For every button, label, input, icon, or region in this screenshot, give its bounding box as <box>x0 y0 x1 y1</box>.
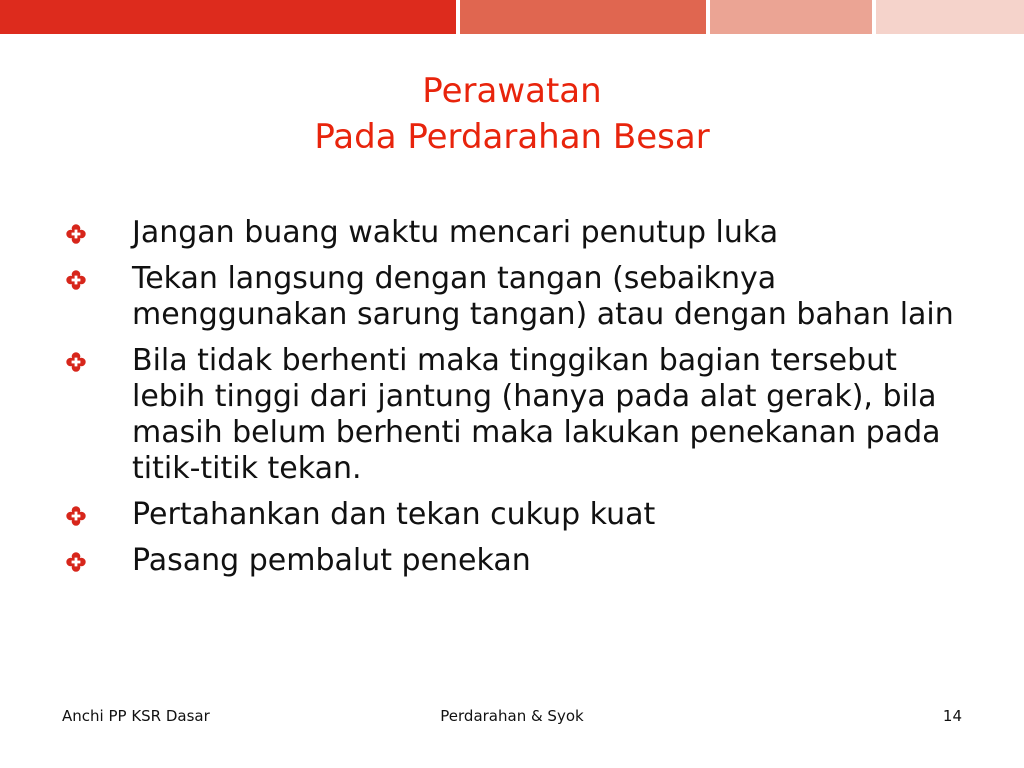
footer-page-number: 14 <box>942 707 962 725</box>
bullet-text: Pasang pembalut penekan <box>132 543 531 578</box>
red-cross-flower-icon <box>66 552 86 572</box>
red-cross-flower-icon <box>66 352 86 372</box>
bullet-item <box>64 543 964 579</box>
red-cross-flower-icon <box>66 224 86 244</box>
footer-author: Anchi PP KSR Dasar <box>62 707 210 725</box>
bullet-text: Pertahankan dan tekan cukup kuat <box>132 497 656 532</box>
bullet-item <box>64 215 964 251</box>
bullet-item <box>64 497 964 533</box>
slide-title <box>0 68 1024 160</box>
bullet-text: Tekan langsung dengan tangan (sebaiknya menggunakan sarung tangan) atau dengan bahan lain <box>132 261 954 332</box>
red-cross-flower-icon <box>66 506 86 526</box>
bar-segment-red <box>0 0 456 34</box>
title-line-2: Pada Perdarahan Besar <box>314 117 710 157</box>
bullet-text: Jangan buang waktu mencari penutup luka <box>132 215 779 250</box>
bar-segment-coral <box>460 0 706 34</box>
bullet-list <box>64 215 964 589</box>
bullet-item <box>64 343 964 487</box>
red-cross-flower-icon <box>66 270 86 290</box>
title-line-1: Perawatan <box>422 71 602 111</box>
top-decorative-bar <box>0 0 1024 34</box>
bullet-item <box>64 261 964 333</box>
footer-topic: Perdarahan & Syok <box>440 707 584 725</box>
bar-segment-salmon <box>710 0 872 34</box>
bar-segment-pink <box>876 0 1024 34</box>
bullet-text: Bila tidak berhenti maka tinggikan bagian tersebut lebih tinggi dari jantung (hanya pada alat gerak), bila masih belum berhenti maka lakukan penekanan pada titik-titik tekan. <box>132 343 941 486</box>
